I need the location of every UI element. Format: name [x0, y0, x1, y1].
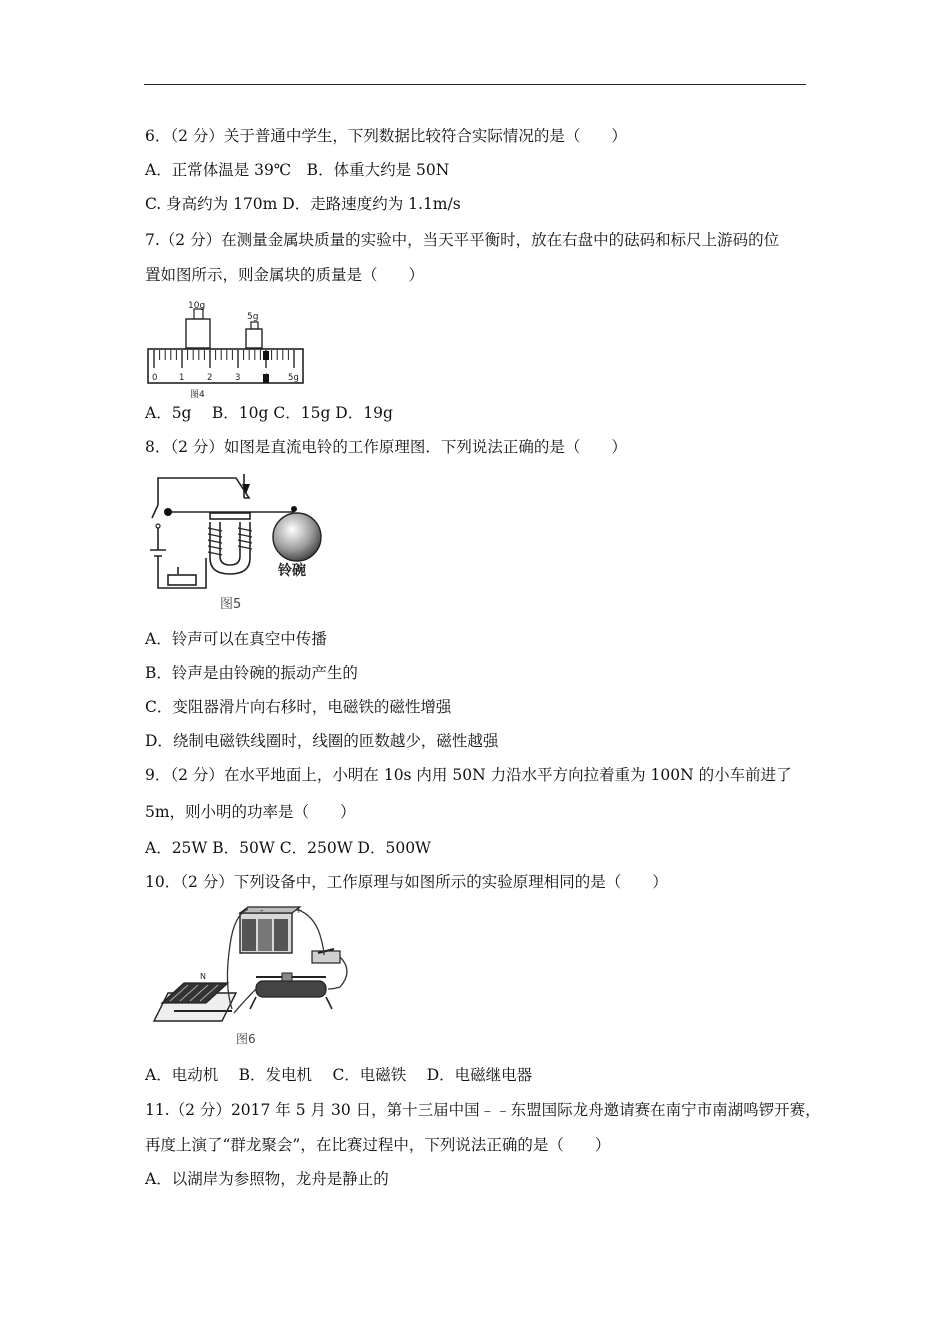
q7-options: A．5g B．10g C．15g D．19g [145, 404, 393, 422]
switch-terminal [156, 524, 160, 528]
q8-stem: 8．（2 分）如图是直流电铃的工作原理图．下列说法正确的是（ ） [145, 438, 627, 456]
figure6-caption: 图6 [236, 1032, 256, 1046]
weight-10g [186, 301, 210, 348]
ruler-tick-label-2: 2 [207, 373, 213, 383]
q11-option-a: A．以湖岸为参照物，龙舟是静止的 [145, 1170, 389, 1188]
armature [210, 513, 250, 519]
q10-stem: 10．（2 分）下列设备中，工作原理与如图所示的实验原理相同的是（ ） [145, 873, 668, 891]
sliding-rheostat [250, 973, 332, 1009]
bell-bowl [273, 513, 321, 561]
rheostat [168, 575, 196, 585]
q9-stem-line2: 5m，则小明的功率是（ ） [145, 803, 356, 821]
q8-option-a: A．铃声可以在真空中传播 [145, 630, 327, 648]
figure4-caption: 图4 [190, 390, 205, 400]
weight-10g-label: 10g [188, 301, 206, 311]
circuit-bottom-wire [158, 556, 206, 588]
q8-option-c: C．变阻器滑片向右移时，电磁铁的磁性增强 [145, 698, 452, 716]
q8-option-d: D．绕制电磁铁线圈时，线圈的匝数越少，磁性越强 [145, 732, 499, 750]
battery-symbol [150, 550, 166, 556]
armature-pivot [164, 508, 172, 516]
q6-options-cd: C. 身高约为 170m D．走路速度约为 1.1m/s [145, 195, 461, 213]
knife-switch [312, 949, 340, 963]
header-rule [144, 84, 806, 85]
magnet-n-label: N [200, 972, 206, 981]
battery-minus-label: - [260, 906, 264, 916]
q9-stem-line1: 9．（2 分）在水平地面上，小明在 10s 内用 50N 力沿水平方向拉着重为 100N 的小车前进了 [145, 766, 792, 784]
q10-options: A．电动机 B．发电机 C．电磁铁 D．电磁继电器 [145, 1066, 533, 1084]
q8-option-b: B．铃声是由铃碗的振动产生的 [145, 664, 358, 682]
q6-stem: 6．（2 分）关于普通中学生，下列数据比较符合实际情况的是（ ） [145, 127, 627, 145]
q6-options-ab: A．正常体温是 39℃ B．体重大约是 50N [145, 161, 450, 179]
coil-windings [208, 528, 252, 555]
ruler-tick-label-3: 3 [235, 373, 241, 383]
q7-stem-line2: 置如图所示，则金属块的质量是（ ） [145, 266, 425, 284]
q11-stem-line2: 再度上演了“群龙聚会”，在比赛过程中，下列说法正确的是（ ） [145, 1136, 611, 1154]
battery-box [240, 906, 303, 953]
ruler-tick-label-1: 1 [179, 373, 185, 383]
weight-5g [246, 312, 262, 348]
u-magnet-inner [220, 522, 240, 565]
battery-plus-label: + [295, 906, 303, 916]
q11-stem-line1: 11.（2 分）2017 年 5 月 30 日，第十三届中国﹣﹣东盟国际龙舟邀请赛在南宁市南湖鸣锣开赛， [145, 1101, 821, 1119]
circuit-top-wire [158, 478, 249, 505]
q7-balance-scale-figure [144, 296, 309, 400]
ruler-tick-label-0: 0 [152, 373, 158, 383]
ruler-tick-label-5: 5g [288, 373, 299, 383]
bell-bowl-label: 铃碗 [278, 563, 306, 579]
q9-options: A．25W B．50W C．250W D．500W [145, 839, 431, 857]
switch-blade [152, 505, 158, 518]
hammer [291, 506, 297, 512]
rider-top [263, 351, 269, 360]
ruler-tick-label-4: 4 [263, 373, 269, 383]
magnet-and-rails [154, 972, 236, 1021]
weight-5g-label: 5g [247, 312, 259, 322]
q7-stem-line1: 7.（2 分）在测量金属块质量的实验中，当天平平衡时，放在右盘中的砝码和标尺上游码的位 [145, 231, 780, 249]
q10-experiment-figure [144, 905, 354, 1050]
q8-electric-bell-figure [144, 470, 334, 615]
figure5-caption: 图5 [220, 597, 242, 612]
